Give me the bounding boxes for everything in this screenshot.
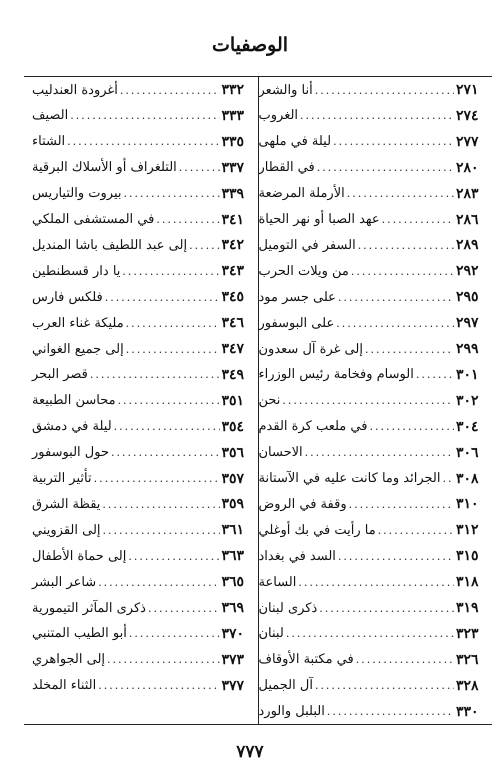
dot-leader [319, 602, 454, 615]
dot-leader [327, 705, 454, 718]
toc-table [24, 76, 492, 725]
toc-entry-page: ٢٧١ [456, 82, 479, 98]
toc-entry [259, 388, 493, 414]
toc-entry [259, 155, 493, 181]
dot-leader [179, 161, 220, 174]
toc-entry-title: في مكتبة الأوقاف [258, 652, 354, 668]
dot-leader [358, 239, 454, 252]
toc-entry-page: ٢٧٧ [456, 133, 479, 150]
dot-leader [442, 472, 454, 485]
dot-leader [98, 576, 219, 589]
toc-entry-title: أغرودة العندليب [32, 82, 118, 98]
toc-entry [24, 440, 258, 466]
toc-entry-page: ٣٤١ [221, 211, 245, 228]
toc-entry-title: التلغراف أو الأسلاك البرقية [32, 160, 177, 176]
toc-entry-page: ٣٣٧ [221, 159, 245, 176]
dot-leader [120, 84, 220, 97]
toc-entry-page: ٣٠٤ [456, 418, 479, 435]
toc-entry-page: ٣١٢ [456, 522, 479, 539]
toc-entry-page: ٣٦٩ [221, 600, 245, 616]
toc-entry-page: ٣٧٧ [221, 677, 245, 694]
toc-entry [24, 284, 258, 310]
toc-entry-title: لبنان [258, 626, 284, 642]
dot-leader [111, 446, 219, 459]
dot-leader [286, 627, 454, 640]
toc-entry-title: ما رأيت في بك أوغلي [258, 522, 376, 538]
toc-entry-title: الصيف [32, 108, 69, 124]
toc-entry-title: الوسام وفخامة رئيس الوزراء [258, 367, 414, 383]
toc-entry-page: ٣٢٨ [456, 677, 479, 694]
toc-entry [24, 491, 258, 517]
toc-entry-page: ٣٥٦ [221, 444, 245, 461]
toc-entry [259, 621, 493, 647]
dot-leader [315, 84, 454, 97]
toc-entry [24, 232, 258, 258]
toc-entry-title: الشتاء [32, 134, 66, 150]
toc-entry-title: الثناء المخلد [32, 678, 97, 694]
dot-leader [98, 679, 219, 692]
toc-entry [24, 77, 258, 103]
toc-entry [259, 336, 493, 362]
dot-leader [124, 187, 220, 200]
dot-leader [103, 524, 220, 537]
dot-leader [90, 368, 220, 381]
toc-entry-title: بيروت والتياريس [32, 186, 122, 202]
toc-entry-title: نحن [258, 393, 281, 409]
toc-entry-page: ٣٢٣ [456, 625, 479, 642]
toc-entry [24, 466, 258, 492]
toc-entry-page: ٣٤٢ [221, 237, 245, 254]
dot-leader [338, 550, 454, 563]
toc-entry-page: ٣٠٢ [456, 392, 479, 409]
toc-entry-page: ٣٥٤ [221, 418, 245, 435]
dot-leader [365, 343, 454, 356]
toc-entry [259, 569, 493, 595]
toc-entry [259, 517, 493, 543]
toc-entry-page: ٢٨٠ [456, 159, 479, 176]
dot-leader [315, 679, 454, 692]
toc-entry [259, 362, 493, 388]
dot-leader [416, 368, 454, 381]
toc-entry-page: ٣٥١ [221, 392, 245, 409]
toc-entry-title: أنا والشعر [258, 82, 313, 98]
toc-entry-title: على البوسفور [258, 315, 335, 331]
toc-entry-page: ٢٩٧ [456, 315, 479, 332]
toc-entry [259, 103, 493, 129]
toc-entry [24, 129, 258, 155]
toc-entry [259, 440, 493, 466]
dot-leader [336, 317, 454, 330]
toc-entry-page: ٣٦٣ [221, 548, 245, 565]
toc-entry-title: السد في بغداد [258, 548, 336, 564]
toc-entry-page: ٣٧٠ [221, 625, 245, 642]
toc-entry [259, 284, 493, 310]
toc-entry-title: عهد الصبا أو نهر الحياة [258, 212, 380, 227]
toc-entry [259, 466, 493, 492]
dot-leader [300, 109, 454, 122]
toc-entry-title: الساعة [258, 574, 297, 590]
toc-entry [259, 414, 493, 440]
toc-entry-title: إلى عبد اللطيف باشا المنديل [32, 237, 188, 253]
dot-leader [369, 420, 454, 433]
toc-entry-page: ٣٣٣ [221, 107, 245, 124]
toc-entry-title: وقفة في الروض [258, 496, 347, 512]
toc-entry-page: ٣٤٥ [221, 289, 245, 306]
dot-leader [356, 653, 454, 666]
toc-entry-title: البلبل والورد [258, 704, 325, 720]
toc-entry-title: إلى غرة آل سعدون [258, 341, 363, 357]
toc-entry-title: ليلة في ملهى [258, 134, 332, 150]
toc-entry [24, 362, 258, 388]
toc-entry-page: ٣٣٥ [221, 133, 245, 150]
toc-entry [24, 517, 258, 543]
toc-entry [259, 232, 493, 258]
dot-leader [107, 653, 219, 666]
dot-leader [317, 161, 454, 174]
toc-entry [24, 621, 258, 647]
dot-leader [114, 420, 220, 433]
toc-entry [24, 103, 258, 129]
dot-leader [298, 576, 454, 589]
dot-leader [128, 550, 219, 563]
dot-leader [189, 239, 219, 252]
toc-entry-title: الغروب [258, 108, 299, 124]
toc-entry-title: فلكس فارس [32, 289, 103, 305]
dot-leader [156, 213, 219, 226]
toc-entry-title: تأثير التربية [32, 471, 92, 486]
toc-entry-title: ليلة في دمشق [32, 419, 112, 435]
toc-entry-page: ٢٧٤ [456, 107, 479, 124]
dot-leader [382, 213, 454, 226]
toc-entry [24, 388, 258, 414]
toc-entry-title: ذكرى المآثر التيمورية [32, 600, 146, 616]
dot-leader [126, 343, 220, 356]
dot-leader [129, 627, 220, 640]
toc-entry [259, 543, 493, 569]
toc-entry-title: الأرملة المرضعة [258, 186, 345, 202]
toc-entry-page: ٣٥٧ [221, 470, 245, 487]
toc-entry-page: ٣١٩ [456, 600, 479, 616]
toc-entry-title: إلى القزويني [32, 522, 101, 538]
toc-entry-title: ذكرى لبنان [258, 600, 318, 616]
toc-entry [24, 258, 258, 284]
toc-entry [24, 207, 258, 233]
toc-entry [259, 258, 493, 284]
toc-entry [24, 414, 258, 440]
dot-leader [102, 498, 219, 511]
toc-entry [259, 699, 493, 725]
toc-entry-page: ٢٨٦ [456, 211, 479, 228]
toc-entry [259, 647, 493, 673]
toc-entry-title: إلى جميع الغواني [32, 341, 124, 357]
dot-leader [67, 135, 219, 148]
dot-leader [148, 602, 220, 615]
toc-entry [259, 181, 493, 207]
toc-entry-title: السفر في التوميل [258, 237, 356, 253]
toc-entry-page: ٣٠٦ [456, 444, 479, 461]
page-title: الوصفيات [211, 34, 289, 56]
toc-entry [24, 155, 258, 181]
toc-entry [24, 543, 258, 569]
toc-entry-page: ٢٩٥ [456, 289, 479, 306]
dot-leader [70, 109, 219, 122]
toc-entry-page: ٣٤٧ [221, 341, 245, 357]
dot-leader [122, 265, 219, 278]
dot-leader [305, 446, 454, 459]
toc-entry-page: ٣٥٩ [221, 496, 245, 513]
toc-entry [259, 129, 493, 155]
toc-entry [24, 647, 258, 673]
toc-entry-title: على جسر مود [258, 289, 336, 305]
toc-entry-title: محاسن الطبيعة [32, 393, 116, 409]
toc-entry-title: يقظة الشرق [32, 496, 101, 512]
toc-entry [24, 673, 258, 699]
toc-entry-page: ٣٢٦ [456, 651, 479, 668]
toc-entry-title: الاحسان [258, 445, 303, 461]
dot-leader [349, 498, 454, 511]
toc-entry-title: في ملعب كرة القدم [258, 419, 368, 435]
page-number: ٧٧٧ [236, 742, 264, 762]
toc-entry-page: ٢٩٩ [456, 341, 479, 357]
toc-entry-page: ٣٦١ [221, 522, 245, 539]
toc-entry [259, 207, 493, 233]
dot-leader [94, 472, 220, 485]
toc-entry-page: ٢٩٢ [456, 263, 479, 280]
toc-entry-page: ٣٣٩ [221, 185, 245, 202]
toc-entry-page: ٣٦٥ [221, 574, 245, 591]
toc-entry-page: ٣١٠ [456, 496, 479, 513]
toc-entry-title: يا دار قسطنطين [32, 263, 121, 279]
toc-entry-title: الجرائد وما كانت عليه في الآستانة [258, 471, 441, 486]
dot-leader [282, 394, 454, 407]
toc-entry-page: ٢٨٣ [456, 185, 479, 202]
toc-entry [24, 569, 258, 595]
toc-entry [24, 336, 258, 362]
toc-entry-title: من ويلات الحرب [258, 263, 349, 279]
toc-entry-page: ٣٤٩ [221, 366, 245, 383]
toc-entry [259, 77, 493, 103]
toc-entry [24, 181, 258, 207]
toc-entry [259, 673, 493, 699]
toc-entry-title: أبو الطيب المتنبي [32, 626, 127, 642]
toc-entry-title: قصر البحر [32, 367, 88, 383]
dot-leader [378, 524, 454, 537]
toc-left-column [24, 77, 258, 724]
toc-entry [259, 310, 493, 336]
toc-entry-page: ٣٣٠ [456, 703, 479, 720]
toc-right-column [258, 77, 493, 724]
toc-entry-page: ٣٧٣ [221, 651, 245, 668]
toc-entry [259, 595, 493, 621]
dot-leader [347, 187, 454, 200]
dot-leader [338, 291, 454, 304]
dot-leader [333, 135, 454, 148]
toc-entry-page: ٣٠١ [456, 366, 479, 383]
toc-entry-page: ٣٤٦ [221, 315, 245, 332]
toc-entry-page: ٣١٨ [456, 574, 479, 591]
toc-entry-page: ٣٤٣ [221, 263, 245, 280]
toc-entry-page: ٣٠٨ [456, 470, 479, 487]
toc-entry [259, 491, 493, 517]
toc-entry-page: ٣١٥ [456, 548, 479, 565]
toc-entry-title: إلى الجواهري [32, 652, 106, 668]
toc-entry-page: ٣٣٢ [221, 82, 245, 98]
toc-entry-title: شاعر البشر [32, 574, 97, 590]
dot-leader [118, 394, 220, 407]
toc-entry-page: ٢٨٩ [456, 237, 479, 254]
toc-entry-title: إلى حماة الأطفال [32, 548, 127, 564]
dot-leader [351, 265, 454, 278]
toc-entry-title: آل الجميل [258, 678, 313, 694]
toc-entry-title: مليكة غناء العرب [32, 315, 124, 331]
dot-leader [126, 317, 220, 330]
toc-entry-title: حول البوسفور [32, 445, 110, 461]
toc-entry-title: في القطار [258, 160, 315, 176]
dot-leader [105, 291, 220, 304]
toc-entry [24, 595, 258, 621]
toc-entry-title: في المستشفى الملكي [32, 212, 155, 227]
toc-entry [24, 310, 258, 336]
